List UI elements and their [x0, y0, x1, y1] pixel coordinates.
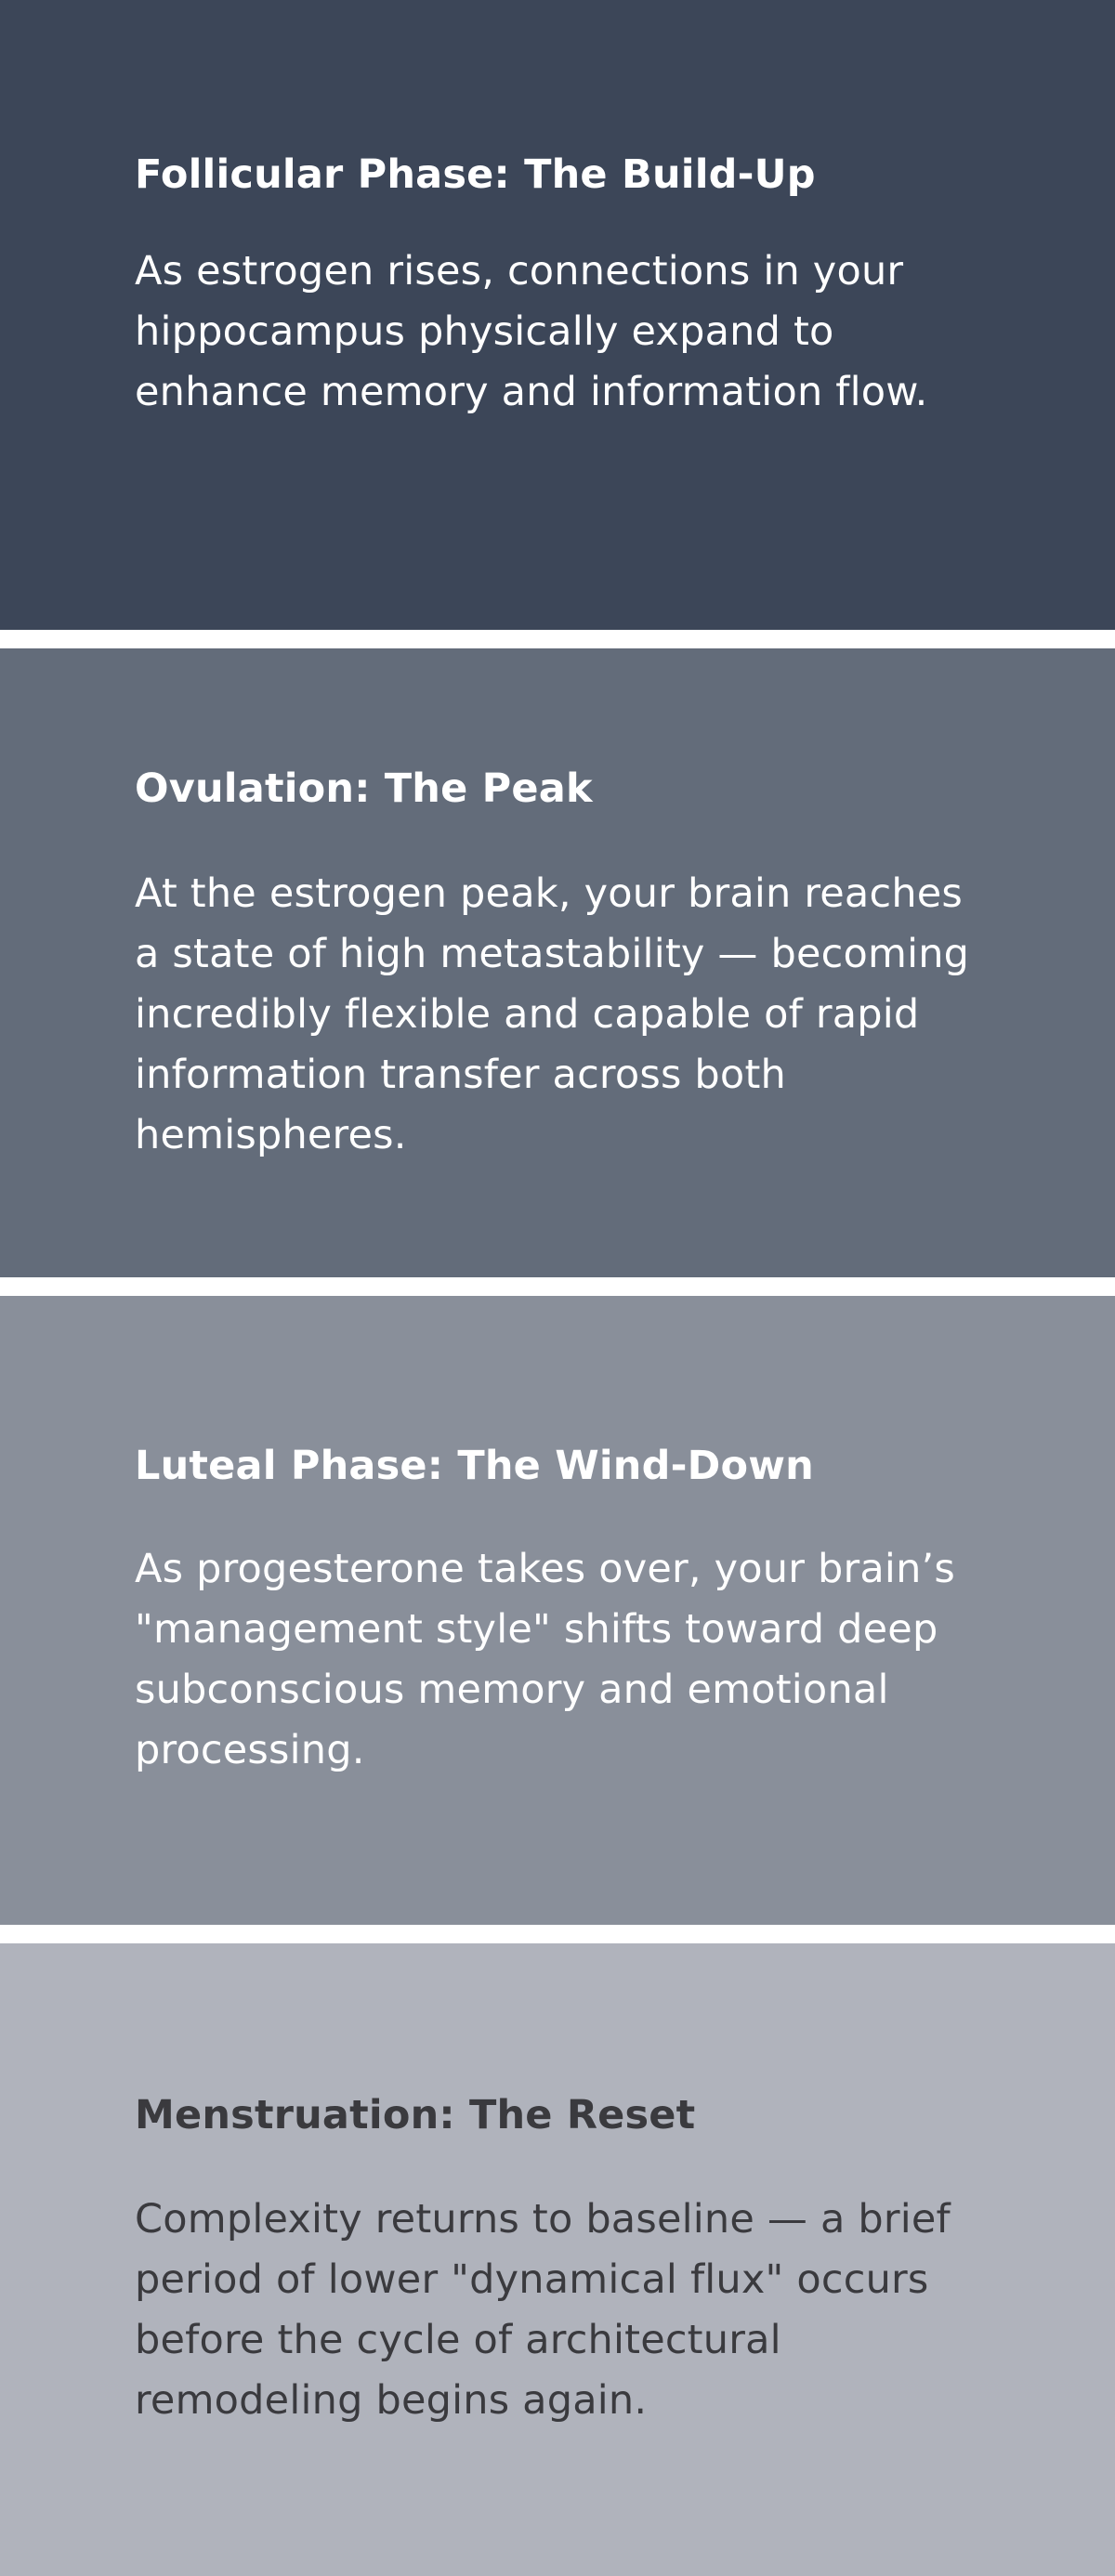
phase-title-ovulation: Ovulation: The Peak — [135, 765, 593, 812]
phase-title-luteal: Luteal Phase: The Wind-Down — [135, 1443, 814, 1489]
phase-description-luteal: As progesterone takes over, your brain’s "management style" shifts toward deep subconscious memory and emotional processing. — [135, 1546, 955, 1773]
phase-card-follicular — [0, 0, 1115, 630]
phase-card-ovulation — [0, 648, 1115, 1277]
phase-card-menstruation — [0, 1943, 1115, 2576]
phase-description-follicular: As estrogen rises, connections in your hippocampus physically expand to enhance memory and information flow. — [135, 248, 928, 415]
phase-description-ovulation: At the estrogen peak, your brain reaches a state of high metastability — becoming incredibly flexible and capable of rapid information transfer across both hemispheres. — [135, 870, 970, 1158]
phase-description-menstruation: Complexity returns to baseline — a brief period of lower "dynamical flux" occurs before the cycle of architectural remodeling begins again. — [135, 2196, 951, 2424]
phase-card-luteal — [0, 1296, 1115, 1925]
phase-title-menstruation: Menstruation: The Reset — [135, 2092, 696, 2138]
phase-title-follicular: Follicular Phase: The Build-Up — [135, 151, 816, 198]
